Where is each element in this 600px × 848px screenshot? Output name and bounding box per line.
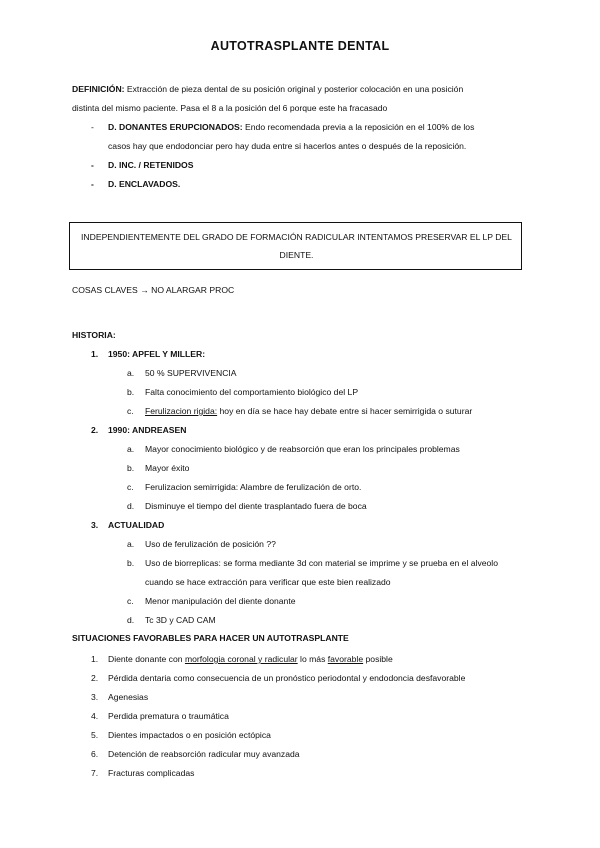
favorable-text: Diente donante con — [108, 654, 185, 664]
definition-label: DEFINICIÓN: — [72, 84, 125, 94]
sub-marker: b. — [127, 558, 135, 568]
favorable-item: Fracturas complicadas — [108, 768, 195, 778]
history-item-2: 1990: ANDREASEN — [108, 425, 187, 435]
history-sub: Falta conocimiento del comportamiento biológico del LP — [145, 387, 359, 397]
favorable-item: Agenesias — [108, 692, 149, 702]
list-number: 1. — [91, 349, 99, 359]
history-sub — [145, 406, 472, 417]
type-item-1 — [108, 122, 474, 133]
history-sub: 50 % SUPERVIVENCIA — [145, 368, 237, 378]
favorable-item: Dientes impactados o en posición ectópica — [108, 730, 271, 740]
sub-marker: c. — [127, 482, 134, 492]
favorable-item: Detención de reabsorción radicular muy avanzada — [108, 749, 300, 759]
history-item-3: ACTUALIDAD — [108, 520, 165, 530]
underlined-term: Ferulizacion rigida: — [145, 406, 218, 416]
favorable-heading: SITUACIONES FAVORABLES PARA HACER UN AUTOTRASPLANTE — [72, 633, 349, 643]
list-number: 5. — [91, 730, 99, 740]
sub-marker: d. — [127, 501, 135, 511]
box-line-1: INDEPENDIENTEMENTE DEL GRADO DE FORMACIÓN RADICULAR INTENTAMOS PRESERVAR EL LP DEL — [81, 232, 512, 242]
history-sub: Uso de biorreplicas: se forma mediante 3d con material se imprime y se prueba en el alveolo — [145, 558, 498, 568]
history-sub-text: hoy en día se hace hay debate entre si hacer semirrigida o suturar — [217, 406, 473, 416]
favorable-text: posible — [363, 654, 393, 664]
favorable-item: Pérdida dentaria como consecuencia de un pronóstico periodontal y endodoncia desfavorable — [108, 673, 466, 683]
list-marker: - — [91, 122, 94, 132]
list-number: 7. — [91, 768, 99, 778]
list-number: 2. — [91, 673, 99, 683]
list-number: 6. — [91, 749, 99, 759]
list-number: 4. — [91, 711, 99, 721]
highlight-box — [69, 222, 522, 270]
definition-line-1 — [72, 84, 463, 95]
box-line-2: DIENTE. — [279, 250, 314, 260]
favorable-item: Perdida prematura o traumática — [108, 711, 229, 721]
sub-marker: b. — [127, 387, 135, 397]
underlined-term: favorable — [327, 654, 364, 664]
sub-marker: a. — [127, 539, 135, 549]
list-number: 3. — [91, 692, 99, 702]
sub-marker: a. — [127, 368, 135, 378]
history-heading: HISTORIA: — [72, 330, 116, 340]
definition-line-2: distinta del mismo paciente. Pasa el 8 a la posición del 6 porque este ha fracasado — [72, 103, 388, 113]
history-sub-cont: cuando se hace extracción para verificar que este bien realizado — [145, 577, 391, 587]
history-sub: Mayor conocimiento biológico y de reabsorción que eran los principales problemas — [145, 444, 460, 454]
list-marker: - — [91, 179, 94, 189]
type-text: Endo recomendada previa a la reposición en el 100% de los — [242, 122, 475, 132]
sub-marker: c. — [127, 406, 134, 416]
type-item-2: D. INC. / RETENIDOS — [108, 160, 194, 170]
key-points: COSAS CLAVES → NO ALARGAR PROC — [72, 285, 235, 295]
history-sub: Tc 3D y CAD CAM — [145, 615, 216, 625]
sub-marker: c. — [127, 596, 134, 606]
list-number: 1. — [91, 654, 99, 664]
page-title: AUTOTRASPLANTE DENTAL — [210, 39, 390, 53]
history-sub: Ferulizacion semirrigida: Alambre de ferulización de orto. — [145, 482, 362, 492]
type-label: D. DONANTES ERUPCIONADOS: — [108, 122, 243, 132]
list-marker: - — [91, 160, 94, 170]
underlined-term: morfologia coronal y radicular — [184, 654, 298, 664]
history-sub: Mayor éxito — [145, 463, 190, 473]
favorable-text: lo más — [297, 654, 328, 664]
type-item-3: D. ENCLAVADOS. — [108, 179, 181, 189]
sub-marker: b. — [127, 463, 135, 473]
sub-marker: d. — [127, 615, 135, 625]
favorable-item — [108, 654, 393, 665]
history-item-1: 1950: APFEL Y MILLER: — [108, 349, 206, 359]
history-sub: Uso de ferulización de posición ?? — [145, 539, 276, 549]
history-sub: Disminuye el tiempo del diente trasplantado fuera de boca — [145, 501, 367, 511]
sub-marker: a. — [127, 444, 135, 454]
type-item-1-cont: casos hay que endodonciar pero hay duda entre si hacerlos antes o después de la reposición. — [108, 141, 467, 151]
list-number: 2. — [91, 425, 99, 435]
definition-text-1: Extracción de pieza dental de su posición original y posterior colocación en una posición — [124, 84, 464, 94]
history-sub: Menor manipulación del diente donante — [145, 596, 296, 606]
list-number: 3. — [91, 520, 99, 530]
